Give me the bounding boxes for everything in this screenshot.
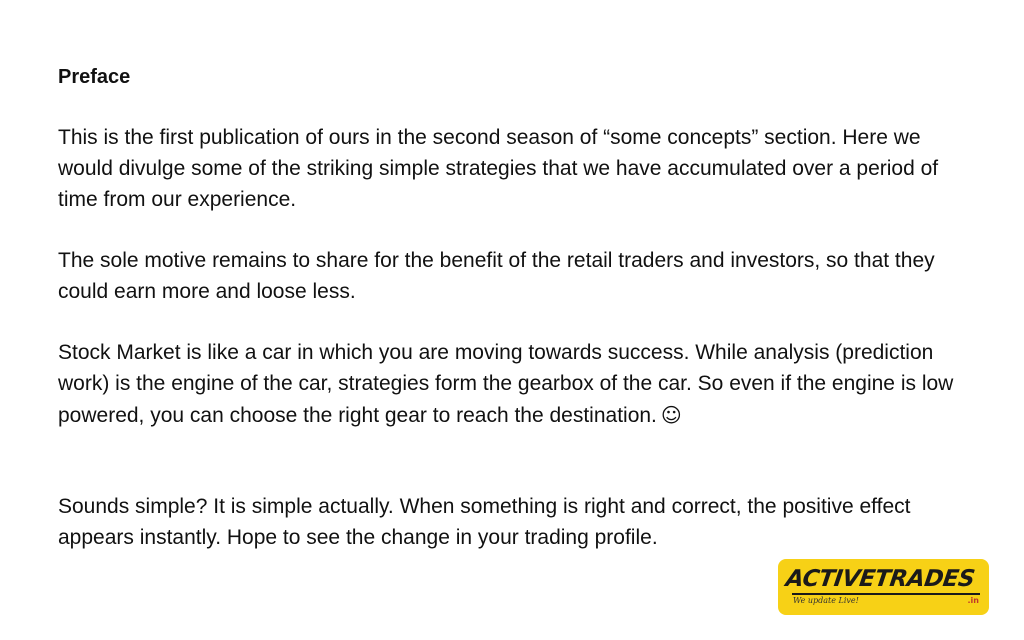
paragraph-4: Sounds simple? It is simple actually. When something is right and correct, the positive effect appears instantly. Hope to see the change in your trading profile. bbox=[58, 495, 911, 549]
smiley-face-icon: ☺ bbox=[660, 402, 682, 427]
paragraph-2: The sole motive remains to share for the benefit of the retail traders and investors, so that they could earn more and loose less. bbox=[58, 249, 935, 303]
logo-tagline: We update Live! bbox=[793, 596, 859, 605]
logo-wordmark: ACTIVETRADES bbox=[784, 566, 977, 592]
paragraph-3-text: Stock Market is like a car in which you are moving towards success. While analysis (prediction work) is the engine of the car, strategies form the gearbox of the car. So even if the engine is low powered, you can choose the right gear to reach the destination. bbox=[58, 341, 954, 427]
logo-underline bbox=[792, 593, 980, 595]
paragraph-3 bbox=[58, 338, 958, 431]
paragraph-1: This is the first publication of ours in the second season of “some concepts” section. Here we would divulge some of the striking simple strategies that we have accumulated over a period of time from our experience. bbox=[58, 126, 939, 211]
preface-heading: Preface bbox=[58, 66, 131, 88]
activetrades-logo bbox=[778, 559, 989, 615]
logo-domain: .in bbox=[967, 596, 979, 605]
